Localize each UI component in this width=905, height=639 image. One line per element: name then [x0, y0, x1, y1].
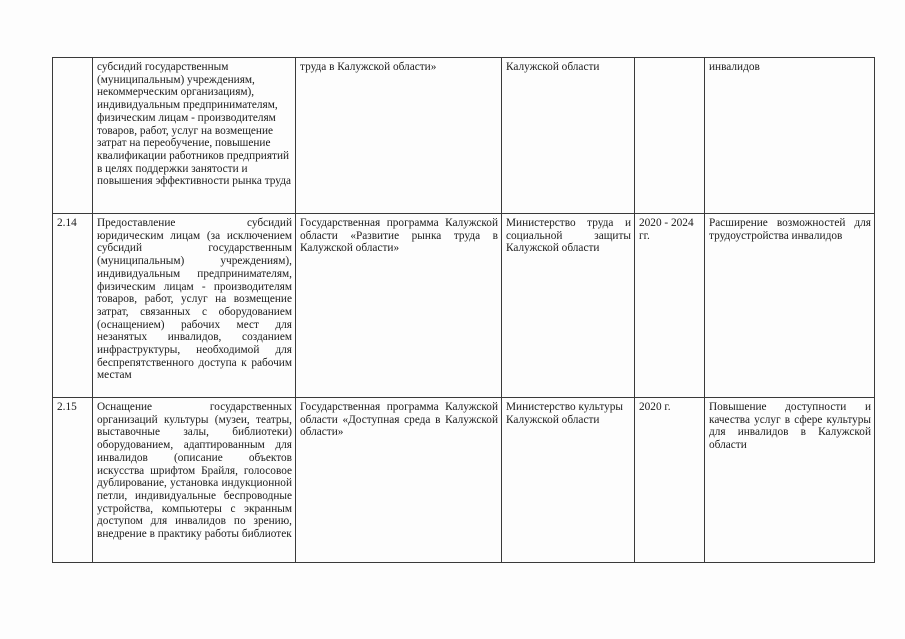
measure-name-text: Оснащение государственных организаций культуры (музеи, театры, выставочные залы, библиотеки) оборудованием, адаптированным для инвалидов (описание объектов искусства шрифтом Брайля, голосовое дублирование, установка индукционной петли, индивидуальные беспроводные устройства, компьютеры с экранным доступом для инвалидов по зрению, внедрение в практику работы библиотек — [97, 401, 292, 541]
term-cell: 2020 - 2024 гг. — [635, 214, 705, 398]
term-cell — [635, 58, 705, 214]
executor-cell: Министерство культуры Калужской области — [502, 398, 635, 563]
measure-name-cell: субсидий государственным (муниципальным) учреждениям, некоммерческим организациям), индивидуальным предпринимателям, физическим лицам - производителям товаров, работ, услуг на возмещение затрат на переобучение, повышение квалификации работников предприятий в целях поддержки занятости и повышения эффективности рынка труда — [93, 58, 296, 214]
measure-name-cell — [93, 398, 296, 563]
program-cell: Государственная программа Калужской области «Развитие рынка труда в Калужской области» — [296, 214, 502, 398]
row-number-cell: 2.14 — [53, 214, 93, 398]
executor-cell: Калужской области — [502, 58, 635, 214]
result-cell: инвалидов — [705, 58, 875, 214]
table-row — [53, 214, 875, 398]
table-row — [53, 58, 875, 214]
program-cell: Государственная программа Калужской области «Доступная среда в Калужской области» — [296, 398, 502, 563]
row-number-cell: 2.15 — [53, 398, 93, 563]
program-cell: труда в Калужской области» — [296, 58, 502, 214]
table-row — [53, 398, 875, 563]
row-number-cell — [53, 58, 93, 214]
result-cell: Расширение возможностей для трудоустройства инвалидов — [705, 214, 875, 398]
result-cell: Повышение доступности и качества услуг в сфере культуры для инвалидов в Калужской области — [705, 398, 875, 563]
executor-cell: Министерство труда и социальной защиты Калужской области — [502, 214, 635, 398]
term-cell: 2020 г. — [635, 398, 705, 563]
measures-table — [52, 57, 875, 563]
measure-name-cell: Предоставление субсидий юридическим лицам (за исключением субсидий государственным (муниципальным) учреждениям), индивидуальным предпринимателям, физическим лицам - производителям товаров, работ, услуг на возмещение затрат, связанных с оборудованием (оснащением) рабочих мест для незанятых инвалидов, созданием инфраструктуры, необходимой для беспрепятственного доступа к рабочим местам — [93, 214, 296, 398]
